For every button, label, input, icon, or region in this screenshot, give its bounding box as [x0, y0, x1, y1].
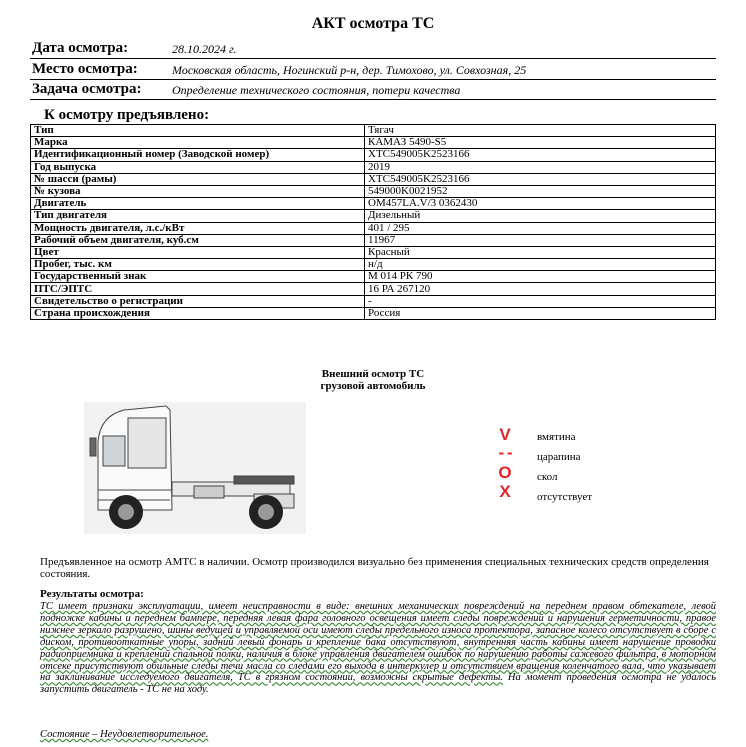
inspection-task-value: Определение технического состояния, потери качества [172, 83, 461, 97]
damage-legend [495, 425, 625, 515]
rear-wheel [249, 495, 283, 529]
spec-row [31, 137, 716, 149]
spec-value: Россия [365, 307, 716, 319]
spec-value: Красный [365, 246, 716, 258]
inspection-place-value: Московская область, Ногинский р-н, дер. Тимохово, ул. Совхозная, 25 [172, 63, 527, 77]
spec-key: № кузова [31, 185, 365, 197]
external-inspection-heading [0, 368, 746, 392]
condition-text: Состояние – Неудовлетворительное. [40, 729, 209, 740]
spec-row [31, 259, 716, 271]
spec-value: 549000K0021952 [365, 185, 716, 197]
inspection-date-label: Дата осмотра: [32, 40, 129, 56]
spec-key: Мощность двигателя, л.с./кВт [31, 222, 365, 234]
spec-row [31, 198, 716, 210]
spec-value: 16 РА 267120 [365, 283, 716, 295]
spec-row [31, 161, 716, 173]
spec-key: Государственный знак [31, 271, 365, 283]
spec-value: 401 / 295 [365, 222, 716, 234]
spec-row [31, 246, 716, 258]
spec-value: Тягач [365, 125, 716, 137]
chip-symbol: O [498, 463, 512, 482]
spec-value: 2019 [365, 161, 716, 173]
spec-value: XTC549005K2523166 [365, 173, 716, 185]
results-body: ТС имеет признаки эксплуатации, имеет неисправности в виде: внешних механических повреждений на переднем правом обтекателе, левой подножке кабины и переднем бампере, передняя левая фара головного освещения имеет следы повреждений и нарушения герметичности, правое нижнее зеркало разрушено, шины ведущей и управляемой оси имеют следы предельного износа протектора, запасное колесо отсутствует в сборе с диском, противооткатные упоры, задний левый фонарь и крепление бака отсутствуют, внутренняя часть кабины имеет нарушение проводки радиоприемника и креплений спальной полки, наличия в блоке управления двигателем ошибок по нарушению работы сажевого фильтра, в моторном отсеке присутствуют обильные следы течи масла со следами его выхода в интеркулер и отсутствием вращения коленчатого вала, что указывает на заклинивание исследуемого двигателя, ТС в грязном состоянии, возможны скрытые дефекты. [40, 601, 716, 684]
spec-row [31, 222, 716, 234]
presented-heading: К осмотру предъявлено: [44, 107, 210, 123]
spec-row [31, 149, 716, 161]
spec-key: ПТС/ЭПТС [31, 283, 365, 295]
spec-row [31, 307, 716, 319]
spec-row [31, 283, 716, 295]
spec-key: Марка [31, 137, 365, 149]
spec-row [31, 173, 716, 185]
scratch-label: царапина [537, 451, 581, 463]
spec-row [31, 234, 716, 246]
spec-key: Двигатель [31, 198, 365, 210]
spec-value: н/д [365, 259, 716, 271]
spec-key: Год выпуска [31, 161, 365, 173]
spec-key: Тип [31, 125, 365, 137]
spec-value: XTC549005K2523166 [365, 149, 716, 161]
results-heading: Результаты осмотра: [40, 588, 144, 600]
missing-symbol: X [499, 482, 511, 501]
spec-key: Свидетельство о регистрации [31, 295, 365, 307]
spec-value: Дизельный [365, 210, 716, 222]
inspection-task-label: Задача осмотра: [32, 81, 142, 97]
spec-key: № шасси (рамы) [31, 173, 365, 185]
spec-value: OM457LA.V/3 0362430 [365, 198, 716, 210]
truck-diagram [84, 402, 306, 534]
spec-value: - [365, 295, 716, 307]
vehicle-spec-table [30, 124, 716, 320]
inspection-task-row [30, 81, 716, 100]
external-heading-line1: Внешний осмотр ТС [321, 368, 425, 380]
spec-key: Страна происхождения [31, 307, 365, 319]
scratch-symbol: - - [498, 443, 512, 462]
dent-symbol: V [499, 425, 511, 444]
inspection-place-row [30, 61, 716, 80]
spec-row [31, 185, 716, 197]
spec-key: Пробег, тыс. км [31, 259, 365, 271]
inspection-date-row [30, 40, 716, 59]
spec-row [31, 295, 716, 307]
external-heading-line2: грузовой автомобиль [320, 380, 426, 392]
spec-key: Рабочий объем двигателя, куб.см [31, 234, 365, 246]
spec-row [31, 271, 716, 283]
dent-label: вмятина [537, 431, 576, 443]
front-wheel [109, 495, 143, 529]
chip-label: скол [537, 471, 558, 483]
inspection-place-label: Место осмотра: [32, 61, 138, 77]
presence-paragraph: Предъявленное на осмотр АМТС в наличии. Осмотр производился визуально без применения специальных технических средств определения состояния. [40, 556, 709, 580]
spec-row [31, 210, 716, 222]
document-title: АКТ осмотра ТС [311, 15, 435, 32]
results-text [40, 601, 716, 696]
spec-key: Тип двигателя [31, 210, 365, 222]
inspection-date-value: 28.10.2024 г. [172, 42, 237, 56]
spec-value: М 014 РК 790 [365, 271, 716, 283]
spec-value: 11967 [365, 234, 716, 246]
spec-value: КАМАЗ 5490-S5 [365, 137, 716, 149]
spec-key: Идентификационный номер (Заводской номер) [31, 149, 365, 161]
results-tail: На момент проведения осмотра не удалось запустить двигатель - ТС не на ходу. [40, 672, 716, 696]
missing-label: отсутствует [537, 491, 593, 503]
spec-row [31, 125, 716, 137]
spec-key: Цвет [31, 246, 365, 258]
